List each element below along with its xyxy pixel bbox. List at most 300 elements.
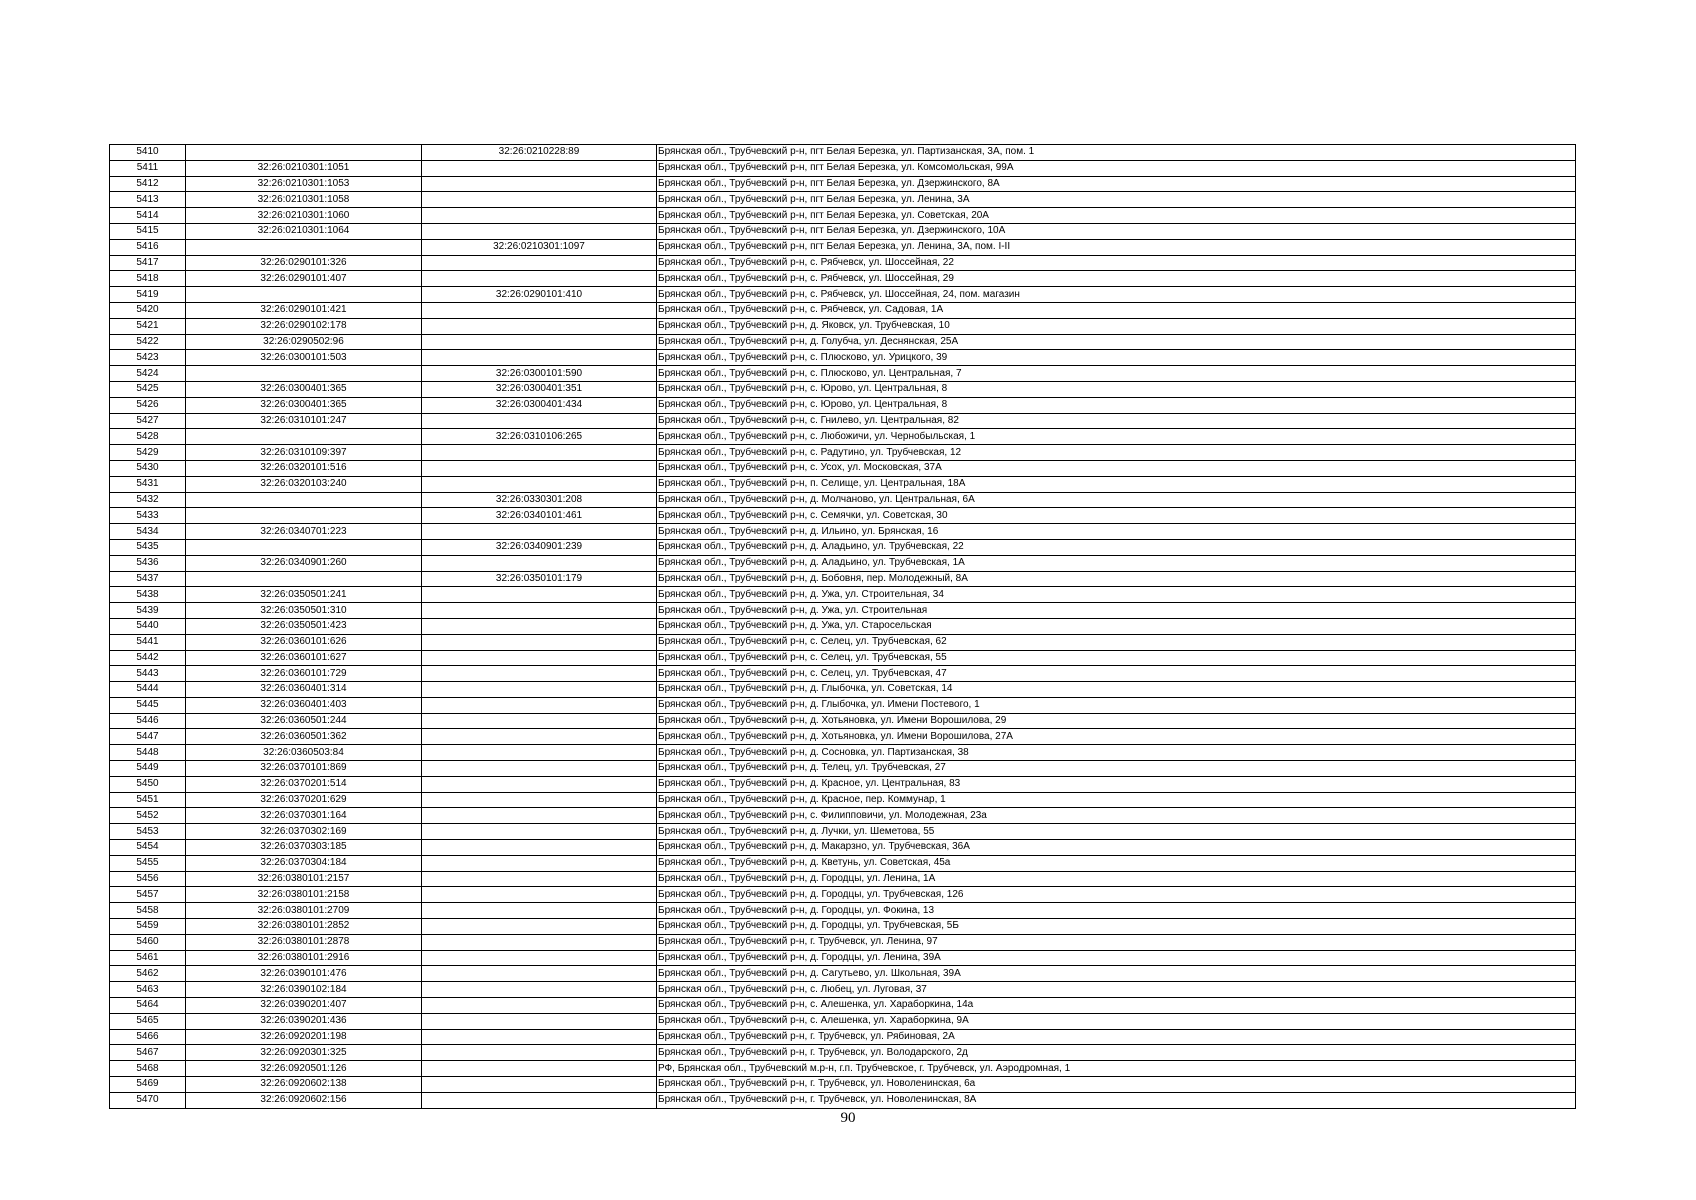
row-number-cell: 5459	[110, 919, 186, 935]
row-number-cell: 5427	[110, 413, 186, 429]
building-cadastral-number-cell	[422, 855, 657, 871]
building-cadastral-number-cell: 32:26:0300401:434	[422, 397, 657, 413]
building-cadastral-number-cell	[422, 634, 657, 650]
land-cadastral-number-cell: 32:26:0350501:241	[186, 587, 422, 603]
building-cadastral-number-cell: 32:26:0310106:265	[422, 429, 657, 445]
table-row	[110, 208, 1576, 224]
row-number-cell: 5461	[110, 950, 186, 966]
land-cadastral-number-cell	[186, 508, 422, 524]
land-cadastral-number-cell: 32:26:0360101:729	[186, 666, 422, 682]
row-number-cell: 5439	[110, 603, 186, 619]
land-cadastral-number-cell: 32:26:0290101:326	[186, 255, 422, 271]
table-row	[110, 555, 1576, 571]
land-cadastral-number-cell	[186, 492, 422, 508]
table-row	[110, 397, 1576, 413]
table-row	[110, 808, 1576, 824]
row-number-cell: 5410	[110, 145, 186, 161]
building-cadastral-number-cell	[422, 903, 657, 919]
table-row	[110, 871, 1576, 887]
address-cell: Брянская обл., Трубчевский р-н, д. Городцы, ул. Ленина, 1А	[657, 871, 1576, 887]
land-cadastral-number-cell: 32:26:0210301:1058	[186, 192, 422, 208]
address-cell: Брянская обл., Трубчевский р-н, д. Голубча, ул. Деснянская, 25А	[657, 334, 1576, 350]
land-cadastral-number-cell	[186, 571, 422, 587]
address-cell: Брянская обл., Трубчевский р-н, с. Селец, ул. Трубчевская, 47	[657, 666, 1576, 682]
building-cadastral-number-cell	[422, 808, 657, 824]
building-cadastral-number-cell	[422, 587, 657, 603]
building-cadastral-number-cell	[422, 950, 657, 966]
row-number-cell: 5440	[110, 618, 186, 634]
row-number-cell: 5437	[110, 571, 186, 587]
land-cadastral-number-cell: 32:26:0290502:96	[186, 334, 422, 350]
address-cell: Брянская обл., Трубчевский р-н, с. Филипповичи, ул. Молодежная, 23а	[657, 808, 1576, 824]
row-number-cell: 5453	[110, 824, 186, 840]
row-number-cell: 5463	[110, 982, 186, 998]
row-number-cell: 5432	[110, 492, 186, 508]
address-cell: Брянская обл., Трубчевский р-н, д. Красное, пер. Коммунар, 1	[657, 792, 1576, 808]
row-number-cell: 5435	[110, 539, 186, 555]
table-row	[110, 697, 1576, 713]
row-number-cell: 5458	[110, 903, 186, 919]
table-row	[110, 603, 1576, 619]
building-cadastral-number-cell	[422, 334, 657, 350]
building-cadastral-number-cell	[422, 682, 657, 698]
table-row	[110, 729, 1576, 745]
row-number-cell: 5415	[110, 223, 186, 239]
building-cadastral-number-cell	[422, 318, 657, 334]
land-cadastral-number-cell: 32:26:0360401:314	[186, 682, 422, 698]
address-cell: Брянская обл., Трубчевский р-н, д. Глыбочка, ул. Имени Постевого, 1	[657, 697, 1576, 713]
address-cell: Брянская обл., Трубчевский р-н, пгт Белая Березка, ул. Партизанская, 3А, пом. 1	[657, 145, 1576, 161]
table-row	[110, 1092, 1576, 1108]
table-row	[110, 1045, 1576, 1061]
land-cadastral-number-cell: 32:26:0210301:1053	[186, 176, 422, 192]
building-cadastral-number-cell	[422, 208, 657, 224]
table-row	[110, 287, 1576, 303]
address-cell: РФ, Брянская обл., Трубчевский м.р-н, г.п. Трубчевское, г. Трубчевск, ул. Аэродромная, 1	[657, 1061, 1576, 1077]
table-row	[110, 366, 1576, 382]
address-cell: Брянская обл., Трубчевский р-н, пгт Белая Березка, ул. Советская, 20А	[657, 208, 1576, 224]
row-number-cell: 5425	[110, 381, 186, 397]
row-number-cell: 5445	[110, 697, 186, 713]
table-row	[110, 713, 1576, 729]
address-cell: Брянская обл., Трубчевский р-н, с. Алешенка, ул. Хараборкина, 14а	[657, 998, 1576, 1014]
land-cadastral-number-cell: 32:26:0370201:514	[186, 776, 422, 792]
table-row	[110, 476, 1576, 492]
land-cadastral-number-cell: 32:26:0320103:240	[186, 476, 422, 492]
table-row	[110, 508, 1576, 524]
row-number-cell: 5421	[110, 318, 186, 334]
building-cadastral-number-cell	[422, 1077, 657, 1093]
building-cadastral-number-cell	[422, 966, 657, 982]
row-number-cell: 5422	[110, 334, 186, 350]
row-number-cell: 5468	[110, 1061, 186, 1077]
row-number-cell: 5446	[110, 713, 186, 729]
address-cell: Брянская обл., Трубчевский р-н, д. Макарзно, ул. Трубчевская, 36А	[657, 840, 1576, 856]
row-number-cell: 5414	[110, 208, 186, 224]
address-cell: Брянская обл., Трубчевский р-н, г. Трубчевск, ул. Новоленинская, 6а	[657, 1077, 1576, 1093]
row-number-cell: 5428	[110, 429, 186, 445]
address-cell: Брянская обл., Трубчевский р-н, д. Молчаново, ул. Центральная, 6А	[657, 492, 1576, 508]
row-number-cell: 5413	[110, 192, 186, 208]
row-number-cell: 5431	[110, 476, 186, 492]
land-cadastral-number-cell: 32:26:0390201:436	[186, 1013, 422, 1029]
land-cadastral-number-cell: 32:26:0380101:2852	[186, 919, 422, 935]
row-number-cell: 5449	[110, 761, 186, 777]
building-cadastral-number-cell	[422, 555, 657, 571]
address-cell: Брянская обл., Трубчевский р-н, д. Сагутьево, ул. Школьная, 39А	[657, 966, 1576, 982]
land-cadastral-number-cell: 32:26:0360101:627	[186, 650, 422, 666]
table-row	[110, 1029, 1576, 1045]
building-cadastral-number-cell	[422, 350, 657, 366]
building-cadastral-number-cell: 32:26:0300401:351	[422, 381, 657, 397]
land-cadastral-number-cell: 32:26:0210301:1060	[186, 208, 422, 224]
row-number-cell: 5441	[110, 634, 186, 650]
building-cadastral-number-cell: 32:26:0350101:179	[422, 571, 657, 587]
address-cell: Брянская обл., Трубчевский р-н, с. Плюсково, ул. Урицкого, 39	[657, 350, 1576, 366]
building-cadastral-number-cell	[422, 998, 657, 1014]
row-number-cell: 5462	[110, 966, 186, 982]
table-row	[110, 192, 1576, 208]
table-row	[110, 350, 1576, 366]
land-cadastral-number-cell: 32:26:0920201:198	[186, 1029, 422, 1045]
building-cadastral-number-cell	[422, 713, 657, 729]
land-cadastral-number-cell: 32:26:0920501:126	[186, 1061, 422, 1077]
address-cell: Брянская обл., Трубчевский р-н, д. Яковск, ул. Трубчевская, 10	[657, 318, 1576, 334]
land-cadastral-number-cell: 32:26:0380101:2158	[186, 887, 422, 903]
land-cadastral-number-cell: 32:26:0310101:247	[186, 413, 422, 429]
table-row	[110, 966, 1576, 982]
address-cell: Брянская обл., Трубчевский р-н, с. Юрово, ул. Центральная, 8	[657, 381, 1576, 397]
address-cell: Брянская обл., Трубчевский р-н, с. Гнилево, ул. Центральная, 82	[657, 413, 1576, 429]
row-number-cell: 5456	[110, 871, 186, 887]
address-cell: Брянская обл., Трубчевский р-н, пгт Белая Березка, ул. Дзержинского, 8А	[657, 176, 1576, 192]
address-cell: Брянская обл., Трубчевский р-н, д. Аладьино, ул. Трубчевская, 22	[657, 539, 1576, 555]
row-number-cell: 5467	[110, 1045, 186, 1061]
table-row	[110, 934, 1576, 950]
building-cadastral-number-cell	[422, 445, 657, 461]
table-row	[110, 255, 1576, 271]
table-row	[110, 176, 1576, 192]
address-cell: Брянская обл., Трубчевский р-н, д. Ужа, ул. Старосельская	[657, 618, 1576, 634]
building-cadastral-number-cell	[422, 1029, 657, 1045]
table-row	[110, 492, 1576, 508]
land-cadastral-number-cell: 32:26:0390101:476	[186, 966, 422, 982]
land-cadastral-number-cell	[186, 429, 422, 445]
building-cadastral-number-cell: 32:26:0300101:590	[422, 366, 657, 382]
address-cell: Брянская обл., Трубчевский р-н, д. Хотьяновка, ул. Имени Ворошилова, 27А	[657, 729, 1576, 745]
row-number-cell: 5433	[110, 508, 186, 524]
address-cell: Брянская обл., Трубчевский р-н, с. Селец, ул. Трубчевская, 55	[657, 650, 1576, 666]
table-row	[110, 919, 1576, 935]
building-cadastral-number-cell	[422, 460, 657, 476]
address-cell: Брянская обл., Трубчевский р-н, с. Любожичи, ул. Чернобыльская, 1	[657, 429, 1576, 445]
building-cadastral-number-cell	[422, 176, 657, 192]
land-cadastral-number-cell: 32:26:0380101:2916	[186, 950, 422, 966]
land-cadastral-number-cell: 32:26:0320101:516	[186, 460, 422, 476]
building-cadastral-number-cell	[422, 840, 657, 856]
table-row	[110, 1061, 1576, 1077]
building-cadastral-number-cell	[422, 223, 657, 239]
row-number-cell: 5451	[110, 792, 186, 808]
building-cadastral-number-cell	[422, 729, 657, 745]
land-cadastral-number-cell: 32:26:0360501:362	[186, 729, 422, 745]
row-number-cell: 5464	[110, 998, 186, 1014]
address-cell: Брянская обл., Трубчевский р-н, д. Телец, ул. Трубчевская, 27	[657, 761, 1576, 777]
building-cadastral-number-cell	[422, 919, 657, 935]
row-number-cell: 5470	[110, 1092, 186, 1108]
land-cadastral-number-cell: 32:26:0370101:869	[186, 761, 422, 777]
table-row	[110, 950, 1576, 966]
table-row	[110, 887, 1576, 903]
building-cadastral-number-cell	[422, 603, 657, 619]
land-cadastral-number-cell: 32:26:0370304:184	[186, 855, 422, 871]
land-cadastral-number-cell	[186, 539, 422, 555]
row-number-cell: 5454	[110, 840, 186, 856]
row-number-cell: 5444	[110, 682, 186, 698]
row-number-cell: 5450	[110, 776, 186, 792]
row-number-cell: 5420	[110, 302, 186, 318]
row-number-cell: 5466	[110, 1029, 186, 1045]
row-number-cell: 5424	[110, 366, 186, 382]
address-cell: Брянская обл., Трубчевский р-н, д. Глыбочка, ул. Советская, 14	[657, 682, 1576, 698]
building-cadastral-number-cell	[422, 476, 657, 492]
land-cadastral-number-cell: 32:26:0370303:185	[186, 840, 422, 856]
land-cadastral-number-cell: 32:26:0310109:397	[186, 445, 422, 461]
row-number-cell: 5443	[110, 666, 186, 682]
table-row	[110, 903, 1576, 919]
address-cell: Брянская обл., Трубчевский р-н, д. Городцы, ул. Трубчевская, 5Б	[657, 919, 1576, 935]
page-number: 90	[840, 1110, 856, 1126]
address-cell: Брянская обл., Трубчевский р-н, с. Алешенка, ул. Хараборкина, 9А	[657, 1013, 1576, 1029]
table-row	[110, 1077, 1576, 1093]
address-cell: Брянская обл., Трубчевский р-н, д. Хотьяновка, ул. Имени Ворошилова, 29	[657, 713, 1576, 729]
land-cadastral-number-cell: 32:26:0350501:423	[186, 618, 422, 634]
address-cell: Брянская обл., Трубчевский р-н, п. Селище, ул. Центральная, 18А	[657, 476, 1576, 492]
table-row	[110, 271, 1576, 287]
building-cadastral-number-cell: 32:26:0330301:208	[422, 492, 657, 508]
land-cadastral-number-cell: 32:26:0920602:156	[186, 1092, 422, 1108]
row-number-cell: 5416	[110, 239, 186, 255]
table-row	[110, 618, 1576, 634]
building-cadastral-number-cell	[422, 761, 657, 777]
land-cadastral-number-cell	[186, 287, 422, 303]
building-cadastral-number-cell	[422, 160, 657, 176]
address-cell: Брянская обл., Трубчевский р-н, д. Сосновка, ул. Партизанская, 38	[657, 745, 1576, 761]
building-cadastral-number-cell	[422, 1045, 657, 1061]
row-number-cell: 5436	[110, 555, 186, 571]
land-cadastral-number-cell: 32:26:0360503:84	[186, 745, 422, 761]
land-cadastral-number-cell: 32:26:0360501:244	[186, 713, 422, 729]
address-cell: Брянская обл., Трубчевский р-н, с. Семячки, ул. Советская, 30	[657, 508, 1576, 524]
building-cadastral-number-cell	[422, 871, 657, 887]
address-cell: Брянская обл., Трубчевский р-н, д. Лучки, ул. Шеметова, 55	[657, 824, 1576, 840]
address-cell: Брянская обл., Трубчевский р-н, д. Городцы, ул. Фокина, 13	[657, 903, 1576, 919]
address-cell: Брянская обл., Трубчевский р-н, д. Ужа, ул. Строительная	[657, 603, 1576, 619]
building-cadastral-number-cell	[422, 1013, 657, 1029]
address-cell: Брянская обл., Трубчевский р-н, с. Рябчевск, ул. Шоссейная, 24, пом. магазин	[657, 287, 1576, 303]
row-number-cell: 5411	[110, 160, 186, 176]
row-number-cell: 5426	[110, 397, 186, 413]
land-cadastral-number-cell: 32:26:0350501:310	[186, 603, 422, 619]
land-cadastral-number-cell: 32:26:0210301:1051	[186, 160, 422, 176]
address-cell: Брянская обл., Трубчевский р-н, пгт Белая Березка, ул. Ленина, 3А, пом. I-II	[657, 239, 1576, 255]
table-row	[110, 318, 1576, 334]
address-cell: Брянская обл., Трубчевский р-н, г. Трубчевск, ул. Ленина, 97	[657, 934, 1576, 950]
address-cell: Брянская обл., Трубчевский р-н, с. Юрово, ул. Центральная, 8	[657, 397, 1576, 413]
table-row	[110, 682, 1576, 698]
address-cell: Брянская обл., Трубчевский р-н, д. Кветунь, ул. Советская, 45а	[657, 855, 1576, 871]
address-cell: Брянская обл., Трубчевский р-н, пгт Белая Березка, ул. Комсомольская, 99А	[657, 160, 1576, 176]
table-row	[110, 634, 1576, 650]
building-cadastral-number-cell	[422, 824, 657, 840]
table-row	[110, 776, 1576, 792]
table-row	[110, 239, 1576, 255]
building-cadastral-number-cell	[422, 792, 657, 808]
table-row	[110, 460, 1576, 476]
land-cadastral-number-cell: 32:26:0290101:421	[186, 302, 422, 318]
land-cadastral-number-cell: 32:26:0370201:629	[186, 792, 422, 808]
row-number-cell: 5434	[110, 524, 186, 540]
building-cadastral-number-cell	[422, 697, 657, 713]
table-row	[110, 413, 1576, 429]
table-row	[110, 445, 1576, 461]
land-cadastral-number-cell: 32:26:0300401:365	[186, 397, 422, 413]
row-number-cell: 5448	[110, 745, 186, 761]
address-cell: Брянская обл., Трубчевский р-н, с. Усох, ул. Московская, 37А	[657, 460, 1576, 476]
building-cadastral-number-cell	[422, 934, 657, 950]
building-cadastral-number-cell	[422, 271, 657, 287]
address-cell: Брянская обл., Трубчевский р-н, г. Трубчевск, ул. Рябиновая, 2А	[657, 1029, 1576, 1045]
land-cadastral-number-cell: 32:26:0390102:184	[186, 982, 422, 998]
building-cadastral-number-cell	[422, 666, 657, 682]
row-number-cell: 5442	[110, 650, 186, 666]
address-cell: Брянская обл., Трубчевский р-н, д. Городцы, ул. Ленина, 39А	[657, 950, 1576, 966]
land-cadastral-number-cell: 32:26:0390201:407	[186, 998, 422, 1014]
table-row	[110, 666, 1576, 682]
address-cell: Брянская обл., Трубчевский р-н, д. Ужа, ул. Строительная, 34	[657, 587, 1576, 603]
land-cadastral-number-cell	[186, 145, 422, 161]
table-row	[110, 539, 1576, 555]
building-cadastral-number-cell	[422, 413, 657, 429]
building-cadastral-number-cell	[422, 745, 657, 761]
building-cadastral-number-cell	[422, 982, 657, 998]
land-cadastral-number-cell: 32:26:0370302:169	[186, 824, 422, 840]
building-cadastral-number-cell: 32:26:0340901:239	[422, 539, 657, 555]
table-row	[110, 998, 1576, 1014]
table-row	[110, 761, 1576, 777]
table-row	[110, 982, 1576, 998]
row-number-cell: 5465	[110, 1013, 186, 1029]
table-row	[110, 840, 1576, 856]
address-cell: Брянская обл., Трубчевский р-н, с. Рябчевск, ул. Шоссейная, 22	[657, 255, 1576, 271]
property-registry-table	[109, 144, 1576, 1109]
row-number-cell: 5423	[110, 350, 186, 366]
building-cadastral-number-cell: 32:26:0210228:89	[422, 145, 657, 161]
building-cadastral-number-cell	[422, 1092, 657, 1108]
row-number-cell: 5447	[110, 729, 186, 745]
row-number-cell: 5457	[110, 887, 186, 903]
address-cell: Брянская обл., Трубчевский р-н, д. Бобовня, пер. Молодежный, 8А	[657, 571, 1576, 587]
building-cadastral-number-cell	[422, 887, 657, 903]
land-cadastral-number-cell: 32:26:0290101:407	[186, 271, 422, 287]
land-cadastral-number-cell: 32:26:0340901:260	[186, 555, 422, 571]
table-row	[110, 334, 1576, 350]
row-number-cell: 5460	[110, 934, 186, 950]
address-cell: Брянская обл., Трубчевский р-н, с. Рябчевск, ул. Шоссейная, 29	[657, 271, 1576, 287]
table-row	[110, 792, 1576, 808]
land-cadastral-number-cell	[186, 239, 422, 255]
row-number-cell: 5430	[110, 460, 186, 476]
address-cell: Брянская обл., Трубчевский р-н, д. Городцы, ул. Трубчевская, 126	[657, 887, 1576, 903]
table-row	[110, 587, 1576, 603]
row-number-cell: 5418	[110, 271, 186, 287]
land-cadastral-number-cell: 32:26:0300101:503	[186, 350, 422, 366]
land-cadastral-number-cell	[186, 366, 422, 382]
address-cell: Брянская обл., Трубчевский р-н, пгт Белая Березка, ул. Дзержинского, 10А	[657, 223, 1576, 239]
table-row	[110, 745, 1576, 761]
building-cadastral-number-cell	[422, 1061, 657, 1077]
building-cadastral-number-cell	[422, 524, 657, 540]
address-cell: Брянская обл., Трубчевский р-н, с. Плюсково, ул. Центральная, 7	[657, 366, 1576, 382]
table-row	[110, 824, 1576, 840]
table-row	[110, 145, 1576, 161]
building-cadastral-number-cell	[422, 302, 657, 318]
registry-table-body	[110, 145, 1576, 1109]
address-cell: Брянская обл., Трубчевский р-н, с. Рябчевск, ул. Садовая, 1А	[657, 302, 1576, 318]
land-cadastral-number-cell: 32:26:0300401:365	[186, 381, 422, 397]
building-cadastral-number-cell	[422, 650, 657, 666]
address-cell: Брянская обл., Трубчевский р-н, д. Красное, ул. Центральная, 83	[657, 776, 1576, 792]
land-cadastral-number-cell: 32:26:0340701:223	[186, 524, 422, 540]
land-cadastral-number-cell: 32:26:0360101:626	[186, 634, 422, 650]
land-cadastral-number-cell: 32:26:0290102:178	[186, 318, 422, 334]
land-cadastral-number-cell: 32:26:0360401:403	[186, 697, 422, 713]
land-cadastral-number-cell: 32:26:0380101:2157	[186, 871, 422, 887]
table-row	[110, 524, 1576, 540]
row-number-cell: 5412	[110, 176, 186, 192]
row-number-cell: 5429	[110, 445, 186, 461]
table-row	[110, 429, 1576, 445]
land-cadastral-number-cell: 32:26:0380101:2878	[186, 934, 422, 950]
table-row	[110, 650, 1576, 666]
building-cadastral-number-cell	[422, 255, 657, 271]
address-cell: Брянская обл., Трубчевский р-н, г. Трубчевск, ул. Володарского, 2д	[657, 1045, 1576, 1061]
table-row	[110, 381, 1576, 397]
table-row	[110, 223, 1576, 239]
row-number-cell: 5452	[110, 808, 186, 824]
building-cadastral-number-cell: 32:26:0210301:1097	[422, 239, 657, 255]
row-number-cell: 5417	[110, 255, 186, 271]
land-cadastral-number-cell: 32:26:0210301:1064	[186, 223, 422, 239]
table-row	[110, 855, 1576, 871]
land-cadastral-number-cell: 32:26:0370301:164	[186, 808, 422, 824]
building-cadastral-number-cell	[422, 776, 657, 792]
row-number-cell: 5438	[110, 587, 186, 603]
address-cell: Брянская обл., Трубчевский р-н, пгт Белая Березка, ул. Ленина, 3А	[657, 192, 1576, 208]
address-cell: Брянская обл., Трубчевский р-н, с. Радутино, ул. Трубчевская, 12	[657, 445, 1576, 461]
table-row	[110, 571, 1576, 587]
row-number-cell: 5455	[110, 855, 186, 871]
land-cadastral-number-cell: 32:26:0920602:138	[186, 1077, 422, 1093]
row-number-cell: 5469	[110, 1077, 186, 1093]
table-row	[110, 302, 1576, 318]
row-number-cell: 5419	[110, 287, 186, 303]
table-row	[110, 1013, 1576, 1029]
building-cadastral-number-cell	[422, 618, 657, 634]
building-cadastral-number-cell: 32:26:0290101:410	[422, 287, 657, 303]
land-cadastral-number-cell: 32:26:0920301:325	[186, 1045, 422, 1061]
address-cell: Брянская обл., Трубчевский р-н, д. Ильино, ул. Брянская, 16	[657, 524, 1576, 540]
